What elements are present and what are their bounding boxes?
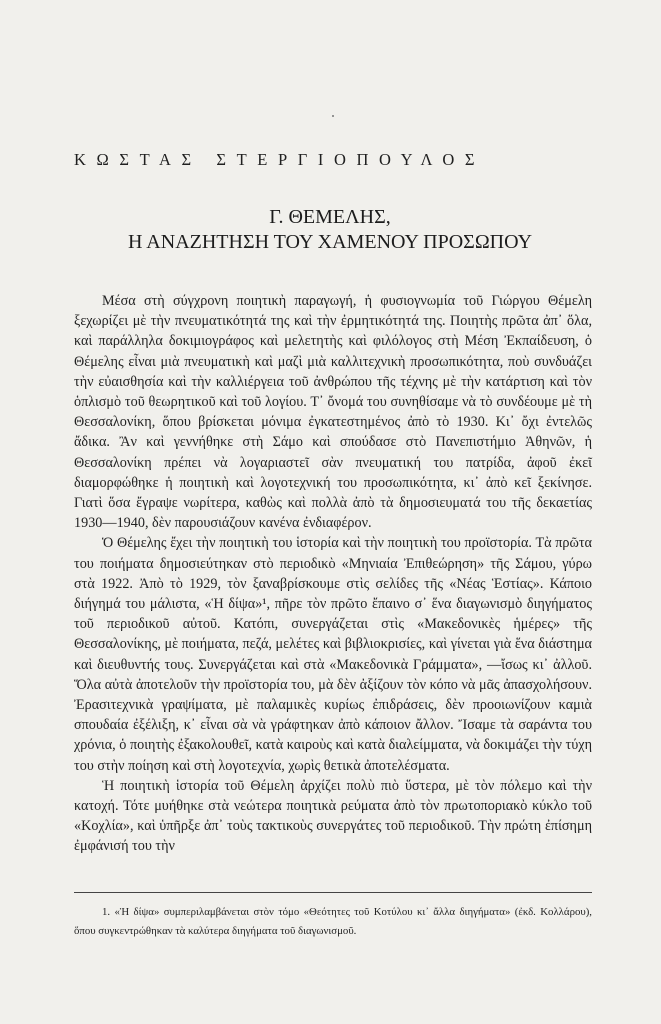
paper-speck <box>332 115 334 117</box>
footnote: 1. «Ἡ δίψα» συμπεριλαμβάνεται στὸν τόμο «Θεότητες τοῦ Κοτύλου κι᾽ ἄλλα διηγήματα» (ἐκδ. Κολλάρου), ὅπου συγκεντρώθηκαν τὰ καλύτερα διηγήματα τοῦ διαγωνισμοῦ. <box>74 906 592 937</box>
footnote-divider <box>74 892 592 893</box>
body-paragraph: Ὁ Θέμελης ἔχει τὴν ποιητικὴ του ἱστορία καὶ τὴν ποιητικὴ του προϊστορία. Τὰ πρῶτα του ποιήματα δημοσιεύτηκαν στὸ περιοδικὸ «Μηνιαία Ἐπιθεώρηση» τῆς Σάμου, γύρω στὰ 1922. Ἀπὸ τὸ 1929, τὸν ξαναβρίσκουμε στὶς σελίδες τῆς «Νέας Ἑστίας». Κάποιο διήγημά του μάλιστα, «Ἡ δίψα»¹, πῆρε τὸν πρῶτο ἔπαινο σ᾽ ἕνα διαγωνισμὸ διηγήματος τοῦ περιοδικοῦ αὐτοῦ. Κατόπι, συνεργάζεται στὶς «Μακεδονικὲς ἡμέρες» τῆς Θεσσαλονίκης, μὲ ποιήματα, πεζά, μελέτες καὶ βιβλιοκρισίες, καὶ γίνεται γιὰ ἕνα διάστημα καὶ διευθυντής τους. Συνεργάζεται καὶ στὰ «Μακεδονικὰ Γράμματα», —ἴσως κι᾽ ἀλλοῦ. Ὅλα αὐτὰ ἀποτελοῦν τὴν προϊστορία του, μὰ δὲν ἀξίζουν τὸν κόπο νὰ μᾶς ἀπασχολήσουν. Ἐρασιτεχνικὰ γραψίματα, μὲ παλαμικὲς κυρίως ἐπιδράσεις, δὲν προοιωνίζουν καμιὰ σπουδαία ἐξέλιξη, κ᾽ εἶναι σὰ νὰ γράφτηκαν ἀπὸ κάποιον ἄλλον. Ἴσαμε τὰ σαράντα του χρόνια, ὁ ποιητὴς ἐξακολουθεῖ, κατὰ καιροὺς καὶ κατὰ διαλείμματα, νὰ δοκιμάζει τὴν τύχη του στὴν ποίηση καὶ στὴ λογοτεχνία, χωρὶς θετικὰ ἀποτελέσματα. <box>74 535 592 774</box>
title-line-1: Γ. ΘΕΜΕΛΗΣ, <box>269 206 391 228</box>
body-paragraph: Ἡ ποιητικὴ ἱστορία τοῦ Θέμελη ἀρχίζει πολὺ πιὸ ὕστερα, μὲ τὸν πόλεμο καὶ τὴν κατοχή. Τότε μυήθηκε στὰ νεώτερα ποιητικὰ ρεύματα ἀπὸ τὸν πρωτοποριακὸ κύκλο τοῦ «Κοχλία», καὶ ὑπῆρξε ἀπ᾽ τοὺς τακτικοὺς συνεργάτες τοῦ περιοδικοῦ. Τὴν πρώτη ἐπίσημη ἐμφάνισή του τὴν <box>74 777 592 855</box>
title-line-2: Η ΑΝΑΖΗΤΗΣΗ ΤΟΥ ΧΑΜΕΝΟΥ ΠΡΟΣΩΠΟΥ <box>127 231 533 253</box>
author-name: ΚΩΣΤΑΣ ΣΤΕΡΓΙΟΠΟΥΛΟΣ <box>74 150 486 169</box>
article-title <box>60 205 600 255</box>
article-body <box>74 291 592 857</box>
body-paragraph: Μέσα στὴ σύγχρονη ποιητικὴ παραγωγή, ἡ φυσιογνωμία τοῦ Γιώργου Θέμελη ξεχωρίζει μὲ τὴν πνευματικότητά της καὶ τὴν ἐρμητικότητά της. Ποιητὴς πρῶτα ἀπ᾽ ὅλα, καὶ παράλληλα δοκιμιογράφος καὶ μελετητὴς καὶ φιλόλογος στὴ Μέση Ἐκπαίδευση, ὁ Θέμελης εἶναι μιὰ πνευματικὴ καὶ μαζὶ μιὰ καλλιτεχνικὴ προσωπικότητα, ποὺ συνδυάζει τὴν εὐαισθησία καὶ τὴν καλλιέργεια τοῦ ἀνθρώπου τῆς τέχνης μὲ τὴν κατάρτιση καὶ τὸν ὁπλισμὸ τοῦ θεωρητικοῦ καὶ τοῦ λογίου. Τ᾽ ὄνομά του συνηθίσαμε νὰ τὸ συνδέουμε μὲ τὴ Θεσσαλονίκη, ὅπου βρίσκεται μόνιμα ἐγκατεστημένος ἀπὸ τὸ 1930. Κι᾽ ὄχι ἐντελῶς ἄδικα. Ἂν καὶ γεννήθηκε στὴ Σάμο καὶ σπούδασε στὸ Πανεπιστήμιο Ἀθηνῶν, ἡ Θεσσαλονίκη πρέπει νὰ λογαριαστεῖ σὰν πνευματική του πατρίδα, ἀφοῦ ἐκεῖ διαμορφώθηκε ἡ ποιητικὴ καὶ λογοτεχνική του προσωπικότητα, κι᾽ ἀπὸ κεῖ ξεκίνησε. Γιατὶ ὅσα ἔγραψε νωρίτερα, καθὼς καὶ πολλὰ ἀπὸ τὰ δημοσιευματά του τῆς δεκαετίας 1930—1940, δὲν παρουσιάζουν κανένα ἐνδιαφέρον. <box>74 293 592 532</box>
